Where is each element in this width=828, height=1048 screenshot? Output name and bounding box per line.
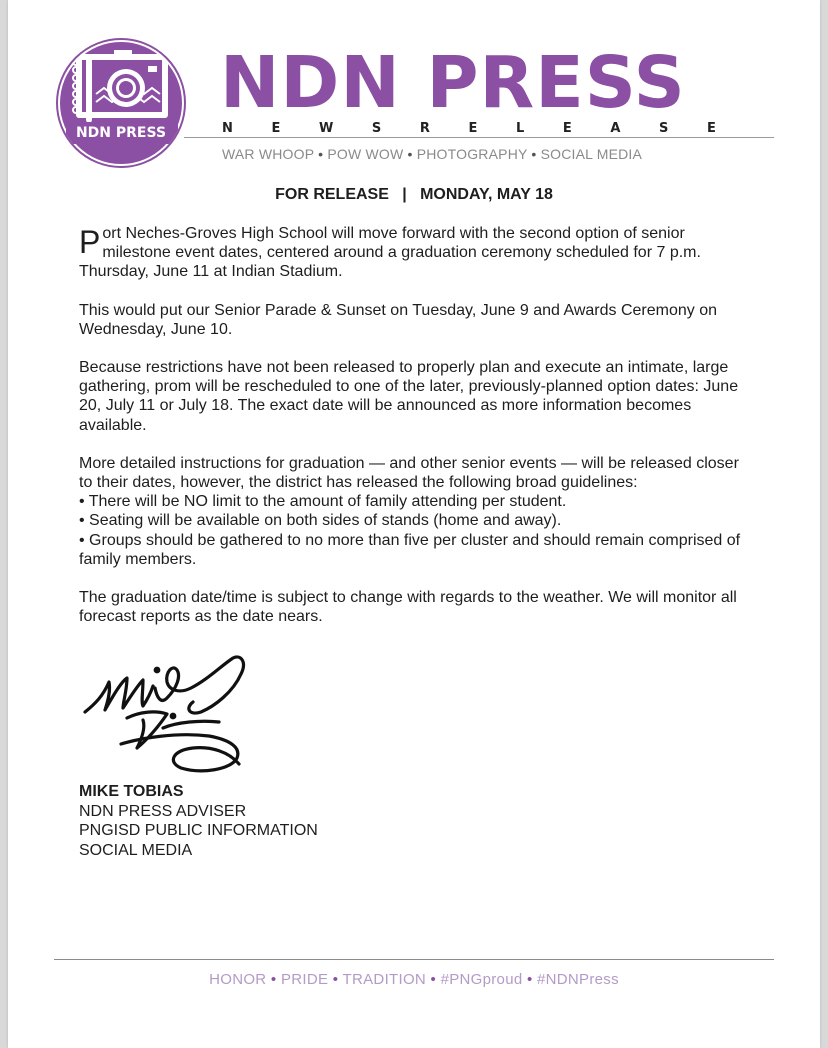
subtitle-letter: N (222, 121, 233, 136)
tagline-separator: • (318, 146, 324, 162)
footer-item: HONOR (209, 971, 267, 988)
tagline-separator: • (531, 146, 537, 162)
signer-title: NDN PRESS ADVISER (79, 802, 247, 820)
release-divider: | (402, 186, 407, 203)
subtitle-letter: W (318, 121, 334, 136)
footer-separator: • (430, 971, 437, 988)
news-release-subtitle (222, 121, 716, 136)
paragraph-3: Because restrictions have not been released to properly plan and execute an intimate, large gathering, prom will be rescheduled to one of the later, previously-planned option dates: June 20, July 11 or July 18. The exact date will be announced as more information becomes available. (79, 359, 739, 434)
handwritten-signature (81, 652, 251, 780)
signer-title: PNGISD PUBLIC INFORMATION (79, 822, 318, 839)
subtitle-letter: E (706, 121, 716, 136)
drop-cap: P (79, 224, 101, 260)
release-body (79, 224, 751, 645)
footer-item: PRIDE (280, 971, 329, 988)
footer-item: TRADITION (342, 971, 427, 988)
footer-separator: • (526, 971, 533, 988)
paragraph-2: This would put our Senior Parade & Sunset on Tuesday, June 9 and Awards Ceremony on Wednesday, June 10. (79, 301, 718, 338)
guideline-bullet: • There will be NO limit to the amount of family attending per student. (79, 493, 567, 511)
subtitle-letter: S (659, 121, 669, 136)
paragraph-1-text: ort Neches-Groves High School will move forward with the second option of senior milestone event dates, centered around a graduation ceremony scheduled for 7 p.m. Thursday, June 11 at Indian Stadium. (79, 225, 701, 281)
press-release-page (8, 0, 820, 1048)
signer-title: SOCIAL MEDIA (79, 841, 193, 859)
signature-block (79, 782, 318, 860)
release-date-line (8, 186, 820, 204)
camera-notebook-icon (56, 38, 186, 168)
paragraph-1 (79, 224, 751, 282)
release-date: MONDAY, MAY 18 (420, 186, 553, 203)
tagline-item: POW WOW (327, 146, 404, 162)
release-label: FOR RELEASE (275, 186, 389, 203)
footer-tagline (8, 971, 820, 988)
paragraph-5: The graduation date/time is subject to change with regards to the weather. We will monitor all forecast reports as the date nears. (79, 589, 737, 626)
subtitle-letter: E (468, 121, 478, 136)
logo-text: NDN PRESS (75, 125, 167, 141)
footer-separator: • (332, 971, 339, 988)
header-divider (184, 137, 774, 138)
tagline (222, 146, 642, 162)
subtitle-letter: E (271, 121, 281, 136)
subtitle-letter: A (610, 121, 621, 136)
guideline-bullet: • Groups should be gathered to no more than five per cluster and should remain comprised of family members. (79, 531, 741, 568)
guideline-bullet: • Seating will be available on both sides of stands (home and away). (79, 512, 562, 530)
tagline-item: PHOTOGRAPHY (416, 146, 528, 162)
tagline-separator: • (407, 146, 413, 162)
footer-hashtag: #NDNPress (536, 971, 619, 988)
paragraph-4-intro: More detailed instructions for graduation — and other senior events — will be released closer to their dates, however, the district has released the following broad guidelines: (79, 454, 739, 492)
signer-name: MIKE TOBIAS (79, 783, 184, 800)
tagline-item: WAR WHOOP (222, 146, 315, 162)
subtitle-letter: S (371, 121, 382, 136)
paragraph-4 (79, 454, 751, 569)
subtitle-letter: E (562, 121, 572, 136)
footer-separator: • (270, 971, 277, 988)
tagline-item: SOCIAL MEDIA (540, 146, 643, 162)
subtitle-letter: R (419, 121, 430, 136)
subtitle-letter: L (515, 121, 525, 136)
ndn-press-logo (56, 38, 186, 168)
footer-hashtag: #PNGproud (440, 971, 523, 988)
masthead-title: NDN PRESS (220, 41, 686, 124)
footer-divider (54, 959, 774, 960)
